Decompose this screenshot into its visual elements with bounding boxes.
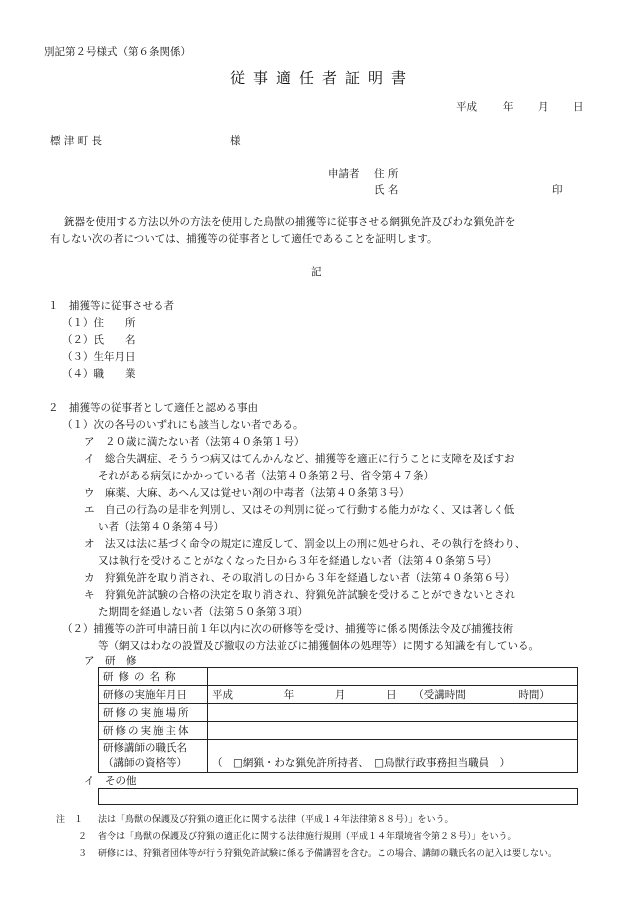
note-mark: ３ (78, 849, 88, 859)
reason-line: イ 総合失調症、そううつ病又はてんかんなど、捕獲等を適正に行うことに支障を及ぼすお (84, 453, 515, 465)
note-mark: 注 １ (56, 815, 84, 825)
training-date-era: 平成 (212, 689, 233, 701)
section1-item-address: （１）住 所 (62, 317, 136, 329)
training-place-label: 研修の実施場所 (99, 704, 208, 722)
reason-line: エ 自己の行為の是非を判別し、又はその判別に従って行動する能力がなく、又は著しく低 (84, 504, 515, 516)
training-date-day: 日 (386, 689, 397, 701)
reason-line: ア ２０歳に満たない者（法第４０条第１号） (84, 436, 305, 448)
section1-item-name: （２）氏 名 (62, 334, 136, 346)
reason-line: カ 狩猟免許を取り消され、その取消しの日から３年を経過しない者（法第４０条第６号） (84, 572, 516, 584)
training-date-month: 月 (334, 689, 346, 701)
date-year: 年 (503, 101, 514, 113)
training-date-field[interactable] (208, 686, 578, 704)
reason-line: それがある病気にかかっている者（法第４０条第２号、省令第４７条） (98, 470, 434, 482)
training-name-label: 研修の名称 (99, 668, 208, 686)
training-table (98, 667, 578, 773)
training-host-label: 研修の実施主体 (99, 722, 208, 740)
training-lecturer-label (99, 740, 208, 773)
note-text: 研修には、狩猟者団体等が行う狩猟免許試験に係る予備講習を含む。この場合、講師の職氏名の記入は要しない。 (98, 849, 558, 859)
note-text: 省令は「鳥獣の保護及び狩猟の適正化に関する法律施行規則（平成１４年環境省令第２８号）」をいう。 (98, 832, 517, 842)
training-lecturer-label-line1: 研修講師の職氏名 (103, 742, 187, 754)
section2-sub2-line2: 等（網又はわなの設置及び撤収の方法並びに捕獲個体の処理等）に関する知識を有している。 (98, 640, 539, 652)
section1-item-occupation: （４）職 業 (62, 368, 136, 380)
intro-line-2: 有しない次の者については、捕獲等の従事者として適任であることを証明します。 (50, 233, 438, 245)
training-place-field[interactable] (208, 704, 578, 722)
section2-heading: ２ 捕獲等の従事者として適任と認める事由 (48, 402, 258, 414)
training-date-label: 研修の実施年月日 (99, 686, 208, 704)
date-era: 平成 (456, 101, 477, 113)
seal-mark: 印 (552, 184, 563, 196)
addressee-name: 標 津 町 長 (50, 135, 103, 147)
reason-line: キ 狩猟免許試験の合格の決定を取り消され、狩猟免許試験を受けることができないとされ (84, 589, 516, 601)
date-month: 月 (538, 101, 549, 113)
training-lecturer-label-line2: （講師の資格等） (103, 757, 187, 769)
intro-line-1: 銃器を使用する方法以外の方法を使用した鳥獣の捕獲等に従事させる網猟免許及びわな猟免許を (64, 216, 516, 228)
note-mark: ２ (78, 832, 88, 842)
date-day: 日 (573, 101, 584, 113)
training-heading: ア 研 修 (84, 655, 137, 667)
page-title: 従事適任者証明書 (230, 69, 415, 87)
reason-line: 又は執行を受けることがなくなった日から３年を経過しない者（法第４０条第５号） (98, 555, 497, 567)
section2-sub1: （１）次の各号のいずれにも該当しない者である。 (62, 419, 304, 431)
ki-marker: 記 (311, 266, 322, 278)
reason-line: た期間を経過しない者（法第５０条第３項） (98, 606, 308, 618)
reason-line: ウ 麻薬、大麻、あへん又は覚せい剤の中毒者（法第４０条第３号） (84, 487, 410, 499)
applicant-address-label: 住 所 (374, 168, 399, 180)
reason-line: オ 法又は法に基づく命令の規定に違反して、罰金以上の刑に処せられ、その執行を終わり、 (84, 538, 526, 550)
section1-heading: １ 捕獲等に従事させる者 (48, 300, 174, 312)
training-lecturer-field[interactable] (208, 740, 578, 773)
reason-line: い者（法第４０条第４号） (98, 521, 224, 533)
applicant-name-label: 氏 名 (374, 184, 399, 196)
section1-item-birthdate: （３）生年月日 (62, 351, 136, 363)
applicant-label: 申請者 (328, 168, 360, 180)
form-label: 別記第２号様式（第６条関係） (44, 46, 191, 58)
training-hours-close: 時間） (518, 689, 550, 701)
note-text: 法は「鳥獣の保護及び狩猟の適正化に関する法律（平成１４年法律第８８号）」をいう。 (98, 815, 454, 825)
other-heading: イ その他 (84, 775, 137, 787)
training-name-field[interactable] (208, 668, 578, 686)
training-date-year: 年 (283, 689, 295, 701)
training-lecturer-value: （ □網猟・わな猟免許所持者、 □鳥獣行政事務担当職員 ） (212, 757, 511, 769)
training-host-field[interactable] (208, 722, 578, 740)
other-field[interactable] (98, 788, 578, 805)
training-hours-open: （受講時間 (413, 689, 466, 701)
section2-sub2-line1: （２）捕獲等の許可申請日前１年以内に次の研修等を受け、捕獲等に係る関係法令及び捕獲技術 (62, 623, 514, 635)
addressee-honorific: 様 (230, 135, 241, 147)
